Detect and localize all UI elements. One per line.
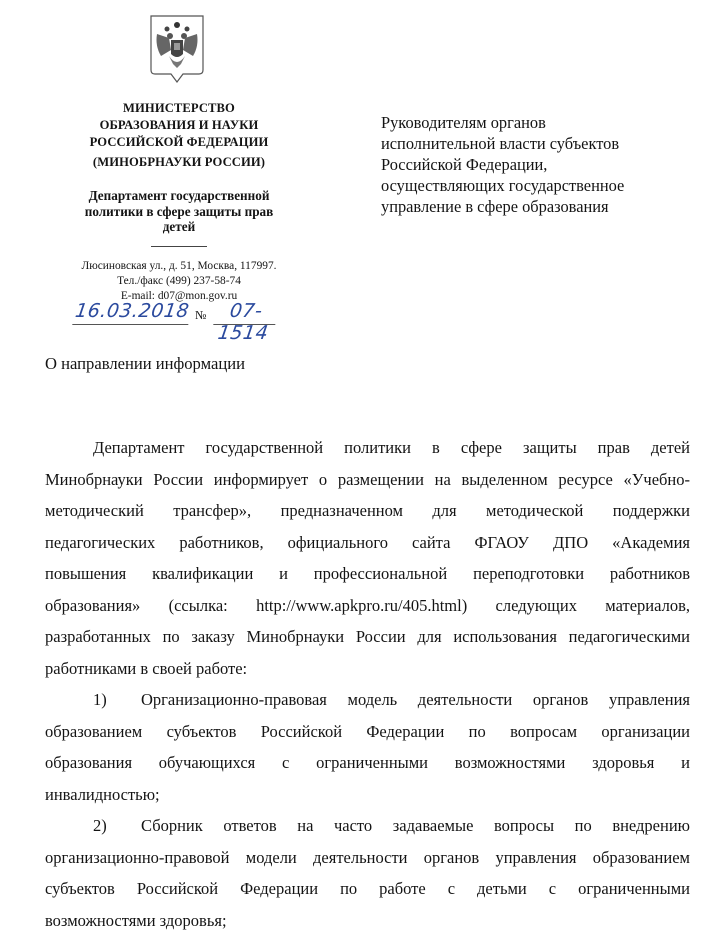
addressee-line: осуществляющих государственное [381, 176, 625, 195]
list-item-line: Организационно-правовая модель деятельности органов управления [141, 690, 690, 709]
letterhead [52, 100, 306, 304]
body-line: педагогических работников, официального сайта ФГАОУ ДПО «Академия [45, 532, 690, 552]
list-item-line: возможностями здоровья; [45, 910, 227, 930]
letter-body [45, 432, 690, 936]
letter-subject: О направлении информации [45, 354, 245, 373]
registration-date: 16.03.2018 [72, 300, 192, 325]
email-line: E-mail: d07@mon.gov.ru [120, 289, 238, 302]
body-line: образования» (ссылка: http://www.apkpro.ru/405.html) следующих материалов, [45, 595, 690, 615]
body-line: методический трансфер», предназначенном для методической поддержки [45, 501, 690, 520]
ministry-line: РОССИЙСКОЙ ФЕДЕРАЦИИ [89, 135, 269, 149]
list-item-line: субъектов Российской Федерации по работе с детьми с ограниченными [45, 879, 690, 898]
addressee-line: Российской Федерации, [381, 155, 548, 174]
phone-line: Тел./факс (499) 237-58-74 [117, 274, 241, 287]
body-line: разработанных по заказу Минобрнауки России для использования педагогическими [45, 627, 690, 646]
registration-line [66, 300, 306, 344]
addressee-line: Руководителям органов [381, 113, 546, 132]
addressee-line: управление в сфере образования [381, 197, 609, 216]
addressee-line: исполнительной власти субъектов [381, 134, 620, 153]
addressee [381, 112, 701, 217]
number-sign: № [195, 308, 207, 322]
list-item-line: инвалидностью; [45, 784, 160, 804]
coat-of-arms-icon [147, 12, 207, 86]
body-line: Департамент государственной политики в сфере защиты прав детей [93, 438, 690, 457]
ministry-name [52, 100, 306, 171]
registration-number: 07-1514 [213, 300, 279, 325]
body-line: повышения квалификации и профессиональной переподготовки работников [45, 564, 690, 583]
department-line: политики в сфере защиты прав [84, 203, 274, 219]
department-line: Департамент государственной [88, 188, 270, 203]
list-item-number: 2) [93, 816, 107, 835]
address-line: Люсиновская ул., д. 51, Москва, 117997. [81, 259, 277, 272]
ministry-line: МИНИСТЕРСТВО [123, 101, 235, 115]
contact-address [52, 259, 306, 304]
department-line: детей [162, 219, 196, 234]
list-item-line: Сборник ответов на часто задаваемые вопросы по внедрению [141, 816, 690, 835]
list-item-line: организационно-правовой модели деятельности органов управления образованием [45, 847, 690, 867]
ministry-line: ОБРАЗОВАНИЯ И НАУКИ [99, 118, 259, 132]
department-name [52, 188, 306, 235]
list-item-number: 1) [93, 690, 107, 709]
ministry-short-name: (МИНОБРНАУКИ РОССИИ) [92, 155, 266, 169]
body-line: работниками в своей работе: [45, 658, 248, 678]
body-line: Минобрнауки России информирует о размещении на выделенном ресурсе «Учебно- [45, 469, 690, 489]
list-item [45, 810, 690, 842]
list-item [45, 684, 690, 716]
list-item-line: образования обучающихся с ограниченными возможностями здоровья и [45, 753, 690, 772]
list-item-line: образованием субъектов Российской Федерации по вопросам организации [45, 721, 690, 741]
divider [151, 246, 207, 247]
